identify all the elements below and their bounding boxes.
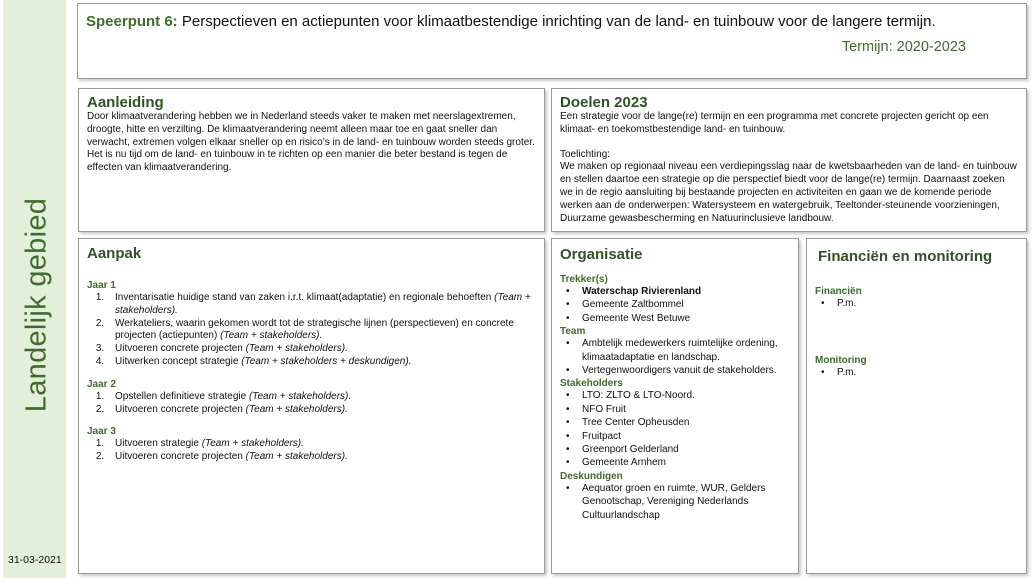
list-item: 3. Uitvoeren concrete projecten (Team + stakeholders).: [107, 343, 536, 356]
aanpak-title: Aanpak: [87, 245, 142, 262]
year-heading: Jaar 1: [87, 280, 116, 291]
trekkers-heading: Trekker(s): [560, 274, 608, 285]
list-item: 4. Uitwerken concept strategie (Team + stakeholders + deskundigen).: [107, 356, 536, 369]
list-item: • Tree Center Opheusden: [572, 416, 790, 429]
sidebar: [3, 0, 66, 578]
list-item: • Vertegenwoordigers vanuit de stakeholders.: [572, 364, 790, 377]
list-item: 1. Inventarisatie huidige stand van zaken i.r.t. klimaat(adaptatie) en regionale behoeften (Team + stakeholders).: [107, 292, 536, 318]
year-1: [87, 280, 536, 369]
financien-heading: Financiën: [815, 286, 862, 297]
list-item: 1. Opstellen definitieve strategie (Team + stakeholders).: [107, 391, 536, 404]
list-item: • Aequator groen en ruimte, WUR, Gelders Genootschap, Vereniging Nederlands Cultuurlandschap: [572, 482, 790, 522]
team-heading: Team: [560, 326, 586, 338]
list-item: • Gemeente Arnhem: [572, 456, 790, 469]
organisatie-title: Organisatie: [560, 246, 643, 263]
list-item: • Ambtelijk medewerkers ruimtelijke ordening, klimaatadaptatie en landschap.: [572, 337, 790, 364]
sidebar-title: Landelijk gebied: [20, 197, 53, 413]
year-3: [87, 426, 536, 464]
doelen-text: Een strategie voor de lange(re) termijn en een programma met concrete projecten gericht op een klimaat- en toekomstbestendige land- en tuinbouw.: [560, 111, 989, 135]
speerpunt-label: Speerpunt 6:: [86, 13, 178, 30]
list-item: • Gemeente Zaltbommel: [572, 298, 790, 311]
header-panel: [77, 3, 1027, 79]
doelen-title: Doelen 2023: [560, 94, 648, 111]
doelen-panel: [551, 88, 1027, 232]
page-title: [86, 13, 936, 30]
stakeholders-heading: Stakeholders: [560, 378, 623, 390]
list-item: • LTO: ZLTO & LTO-Noord.: [572, 389, 790, 402]
toelichting-text: We maken op regionaal niveau een verdiepingsslag naar de kwetsbaarheden van de land- en tuinbouw en stellen daartoe een strategie op die perspectief biedt voor de lange(re) termijn. Daarnaast zoeken we in de regio aansluiting bij bestaande projecten en activiteiten en gaan we de komende periode werken aan de onderwerpen: Watersysteem en watergebruik, Teeltonder-steunende voorzieningen, Duurzame gewasbescherming en Natuurinclusieve landbouw.: [560, 161, 1017, 224]
aanpak-panel: [78, 238, 545, 574]
organisatie-panel: [551, 238, 799, 574]
year-heading: Jaar 3: [87, 426, 116, 438]
aanleiding-title: Aanleiding: [87, 94, 164, 111]
list-item: • Waterschap Rivierenland: [572, 285, 790, 298]
financien-title: Financiën en monitoring: [818, 248, 993, 265]
list-item: 2. Uitvoeren concrete projecten (Team + stakeholders).: [107, 451, 536, 464]
toelichting-label: Toelichting:: [560, 148, 611, 160]
monitoring-heading: Monitoring: [815, 355, 867, 367]
date-label: 31-03-2021: [8, 554, 62, 566]
list-item: • Gemeente West Betuwe: [572, 312, 790, 325]
list-item: 2. Werkateliers, waarin gekomen wordt tot de strategische lijnen (perspectieven) en concrete projecten (actiepunten) (Team + stakeholders).: [107, 318, 536, 344]
termijn-label: Termijn: 2020-2023: [841, 39, 966, 55]
year-heading: Jaar 2: [87, 378, 116, 390]
list-item: • Greenport Gelderland: [572, 443, 790, 456]
speerpunt-title: Perspectieven en actiepunten voor klimaatbestendige inrichting van de land- en tuinbouw voor de langere termijn.: [181, 13, 936, 30]
aanleiding-panel: [78, 88, 545, 232]
monitoring-value: • P.m.: [827, 366, 1018, 379]
list-item: • Fruitpact: [572, 430, 790, 443]
list-item: 1. Uitvoeren strategie (Team + stakeholders).: [107, 438, 536, 451]
year-2: [87, 379, 536, 417]
financien-value: • P.m.: [827, 297, 1018, 310]
financien-panel: [806, 238, 1027, 574]
list-item: • NFO Fruit: [572, 403, 790, 416]
aanleiding-text: Door klimaatverandering hebben we in Nederland steeds vaker te maken met neerslagextremen, droogte, hitte en verzilting. De klimaatverandering neemt alleen maar toe en gaat sneller dan verwacht, extremen volgen elkaar sneller op en risico’s in de land- en tuinbouw worden steeds groter. Het is nu tijd om de land- en tuinbouw in te richten op een manier die beter bestand is tegen de effecten van klimaatverandering.: [87, 111, 535, 174]
list-item: 2. Uitvoeren concrete projecten (Team + stakeholders).: [107, 404, 536, 417]
deskundigen-heading: Deskundigen: [560, 470, 623, 482]
